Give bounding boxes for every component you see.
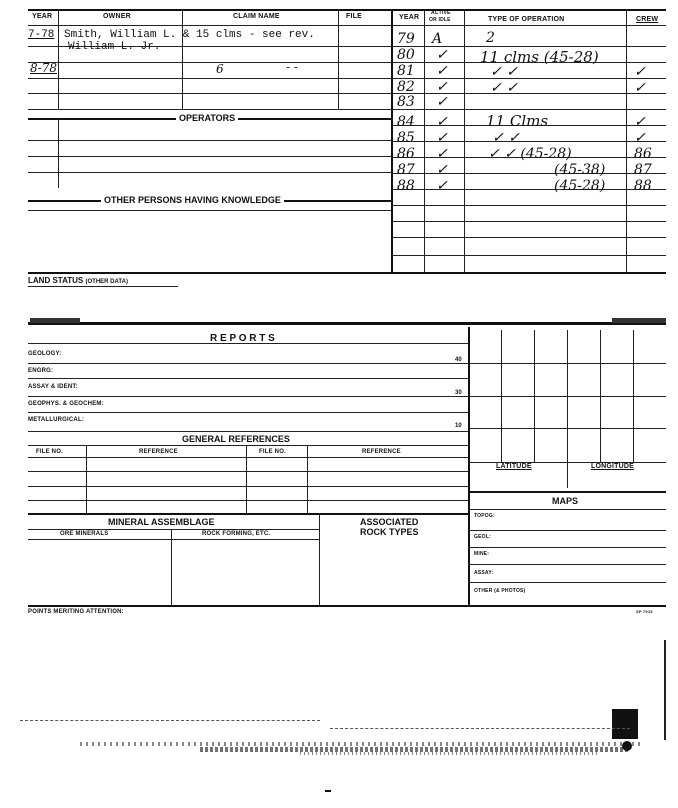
divider	[319, 513, 320, 605]
divider	[338, 9, 339, 109]
report-metallurgical: METALLURGICAL:	[28, 417, 85, 423]
ref-file-no-2: FILE NO.	[259, 449, 286, 455]
log-crew: ✓	[634, 130, 646, 146]
section-line	[28, 272, 666, 274]
divider	[171, 529, 172, 605]
row-line	[468, 509, 666, 510]
maps-mine: MINE:	[474, 551, 490, 557]
section-line	[28, 605, 666, 607]
header-year-2: YEAR	[399, 14, 420, 21]
row-line	[28, 62, 391, 63]
log-active: ✓	[436, 47, 448, 63]
log-active: ✓	[436, 94, 448, 110]
row-line	[28, 431, 468, 432]
log-crew: 87	[634, 162, 652, 178]
rock-types-label: ROCK TYPES	[360, 527, 419, 537]
row-line	[391, 93, 666, 94]
row-line	[468, 582, 666, 583]
latitude-label: LATITUDE	[496, 463, 532, 470]
row-line	[28, 457, 468, 458]
log-year: 87	[397, 162, 415, 178]
maps-geol: GEOL:	[474, 534, 491, 540]
grid-line	[600, 330, 601, 462]
row-line	[391, 78, 666, 79]
row-line	[28, 156, 391, 157]
row-line	[28, 412, 468, 413]
row-line	[391, 141, 666, 142]
scan-mark	[612, 318, 666, 323]
longitude-label: LONGITUDE	[591, 463, 635, 470]
row-line	[391, 221, 666, 222]
owner-text-1: Smith, William L. & 15 clms - see rev.	[64, 29, 315, 41]
header-bottom-line	[28, 25, 666, 26]
log-operation: (45-38)	[554, 162, 606, 178]
row-line	[391, 255, 666, 256]
row-line	[28, 172, 391, 173]
owner-text-3: 6	[216, 62, 224, 76]
row-line	[28, 140, 391, 141]
row-line	[28, 363, 468, 364]
report-engrg: ENGRG:	[28, 368, 54, 374]
log-year: 81	[397, 63, 415, 79]
log-year: 79	[397, 31, 415, 47]
log-crew: ✓	[634, 64, 646, 80]
row-line	[391, 189, 666, 190]
log-year: 80	[397, 47, 415, 63]
log-active: ✓	[436, 130, 448, 146]
row-line	[28, 486, 468, 487]
divider	[182, 9, 183, 109]
log-active: ✓	[436, 79, 448, 95]
owner-date-3: 8-78	[30, 61, 57, 75]
reports-title: R E P O R T S	[210, 333, 275, 344]
rock-forming-label: ROCK FORMING, ETC.	[202, 531, 271, 537]
header-claim-name: CLAIM NAME	[233, 13, 280, 20]
row-line	[28, 445, 468, 446]
header-file: FILE	[346, 13, 362, 20]
row-line	[28, 109, 391, 110]
scan-mark	[622, 741, 632, 751]
header-owner: OWNER	[103, 13, 131, 20]
log-active: ✓	[436, 146, 448, 162]
scan-noise	[300, 752, 600, 755]
underline	[28, 286, 178, 287]
row-line	[28, 343, 468, 344]
report-code: 40	[455, 357, 462, 363]
ore-minerals-label: ORE MINERALS	[60, 531, 109, 537]
log-operation: 11 clms (45-28)	[480, 48, 599, 66]
report-geology: GEOLOGY:	[28, 351, 62, 357]
land-status-text: LAND STATUS	[28, 276, 84, 285]
log-year: 83	[397, 94, 415, 110]
scan-line	[20, 720, 320, 721]
land-status-sub: (OTHER DATA)	[85, 279, 128, 285]
report-code: 30	[455, 390, 462, 396]
divider	[58, 118, 59, 188]
maps-topog: TOPOG:	[474, 513, 495, 519]
general-references-title: GENERAL REFERENCES	[182, 434, 290, 444]
row-line	[28, 78, 391, 79]
scan-noise	[80, 742, 640, 746]
scan-edge	[664, 640, 666, 740]
maps-other: OTHER (& PHOTOS)	[474, 588, 526, 594]
row-line	[468, 530, 666, 531]
log-operation: (45-28)	[554, 178, 606, 194]
row-line	[28, 500, 468, 501]
row-line	[28, 378, 468, 379]
row-line	[28, 93, 391, 94]
log-crew: ✓	[634, 80, 646, 96]
row-line	[391, 237, 666, 238]
section-line	[28, 322, 666, 325]
header-year: YEAR	[32, 13, 53, 20]
row-line	[28, 396, 468, 397]
grid-line	[567, 330, 568, 462]
form-number: SP 7915	[636, 609, 653, 614]
scan-mark	[612, 709, 638, 739]
row-line	[468, 564, 666, 565]
top-border	[28, 9, 666, 11]
land-status-label	[28, 276, 128, 285]
log-operation: ✓ ✓	[492, 130, 520, 146]
log-year: 88	[397, 178, 415, 194]
owner-date-1: 7-78	[28, 29, 55, 41]
header-type-of-operation: TYPE OF OPERATION	[488, 16, 565, 23]
log-operation: 11 Clms	[486, 112, 549, 130]
log-year: 84	[397, 114, 415, 130]
log-active: ✓	[436, 162, 448, 178]
owner-text-2: William L. Jr.	[68, 41, 161, 53]
header-active: ACTIVE	[431, 10, 451, 16]
divider	[58, 9, 59, 109]
ditto-mark: - -	[286, 60, 298, 74]
report-assay: ASSAY & IDENT:	[28, 384, 78, 390]
row-line	[28, 529, 319, 530]
scan-mark	[30, 318, 80, 323]
divider	[567, 462, 568, 488]
log-active: ✓	[436, 114, 448, 130]
divider	[246, 445, 247, 513]
log-active: ✓	[436, 63, 448, 79]
log-operation: ✓ ✓ (45-28)	[488, 146, 572, 162]
ref-file-no-1: FILE NO.	[36, 449, 63, 455]
log-year: 82	[397, 79, 415, 95]
row-line	[28, 539, 319, 540]
divider	[86, 445, 87, 513]
log-operation: ✓ ✓	[490, 64, 518, 80]
header-crew: CREW	[636, 16, 659, 23]
row-line	[391, 173, 666, 174]
ref-reference-2: REFERENCE	[362, 449, 401, 455]
grid-line	[501, 330, 502, 462]
divider	[307, 445, 308, 513]
maps-assay: ASSAY:	[474, 570, 494, 576]
log-operation: ✓ ✓	[490, 80, 518, 96]
header-or-idle: OR IDLE	[429, 17, 451, 23]
section-line	[468, 491, 666, 493]
log-crew: 88	[634, 178, 652, 194]
row-line	[28, 210, 391, 211]
log-crew: ✓	[634, 114, 646, 130]
grid-line	[534, 330, 535, 462]
scan-line	[330, 728, 630, 729]
section-line	[28, 513, 468, 515]
points-meriting-attention: POINTS MERITING ATTENTION:	[28, 609, 124, 615]
log-year: 86	[397, 146, 415, 162]
other-persons-heading: OTHER PERSONS HAVING KNOWLEDGE	[101, 195, 284, 205]
log-operation: 2	[486, 30, 495, 46]
log-year: 85	[397, 130, 415, 146]
log-crew: 86	[634, 146, 652, 162]
ref-reference-1: REFERENCE	[139, 449, 178, 455]
row-line	[468, 547, 666, 548]
maps-title: MAPS	[552, 496, 579, 506]
row-line	[28, 471, 468, 472]
report-geophys: GEOPHYS. & GEOCHEM:	[28, 401, 104, 407]
row-line	[391, 109, 666, 110]
log-active: A	[432, 31, 443, 47]
row-line	[391, 205, 666, 206]
operators-heading: OPERATORS	[176, 113, 238, 123]
report-code: 10	[455, 423, 462, 429]
associated-label: ASSOCIATED	[360, 517, 419, 527]
log-active: ✓	[436, 178, 448, 194]
scan-mark	[325, 790, 331, 792]
mineral-assemblage-title: MINERAL ASSEMBLAGE	[108, 517, 215, 527]
grid-line	[633, 330, 634, 462]
